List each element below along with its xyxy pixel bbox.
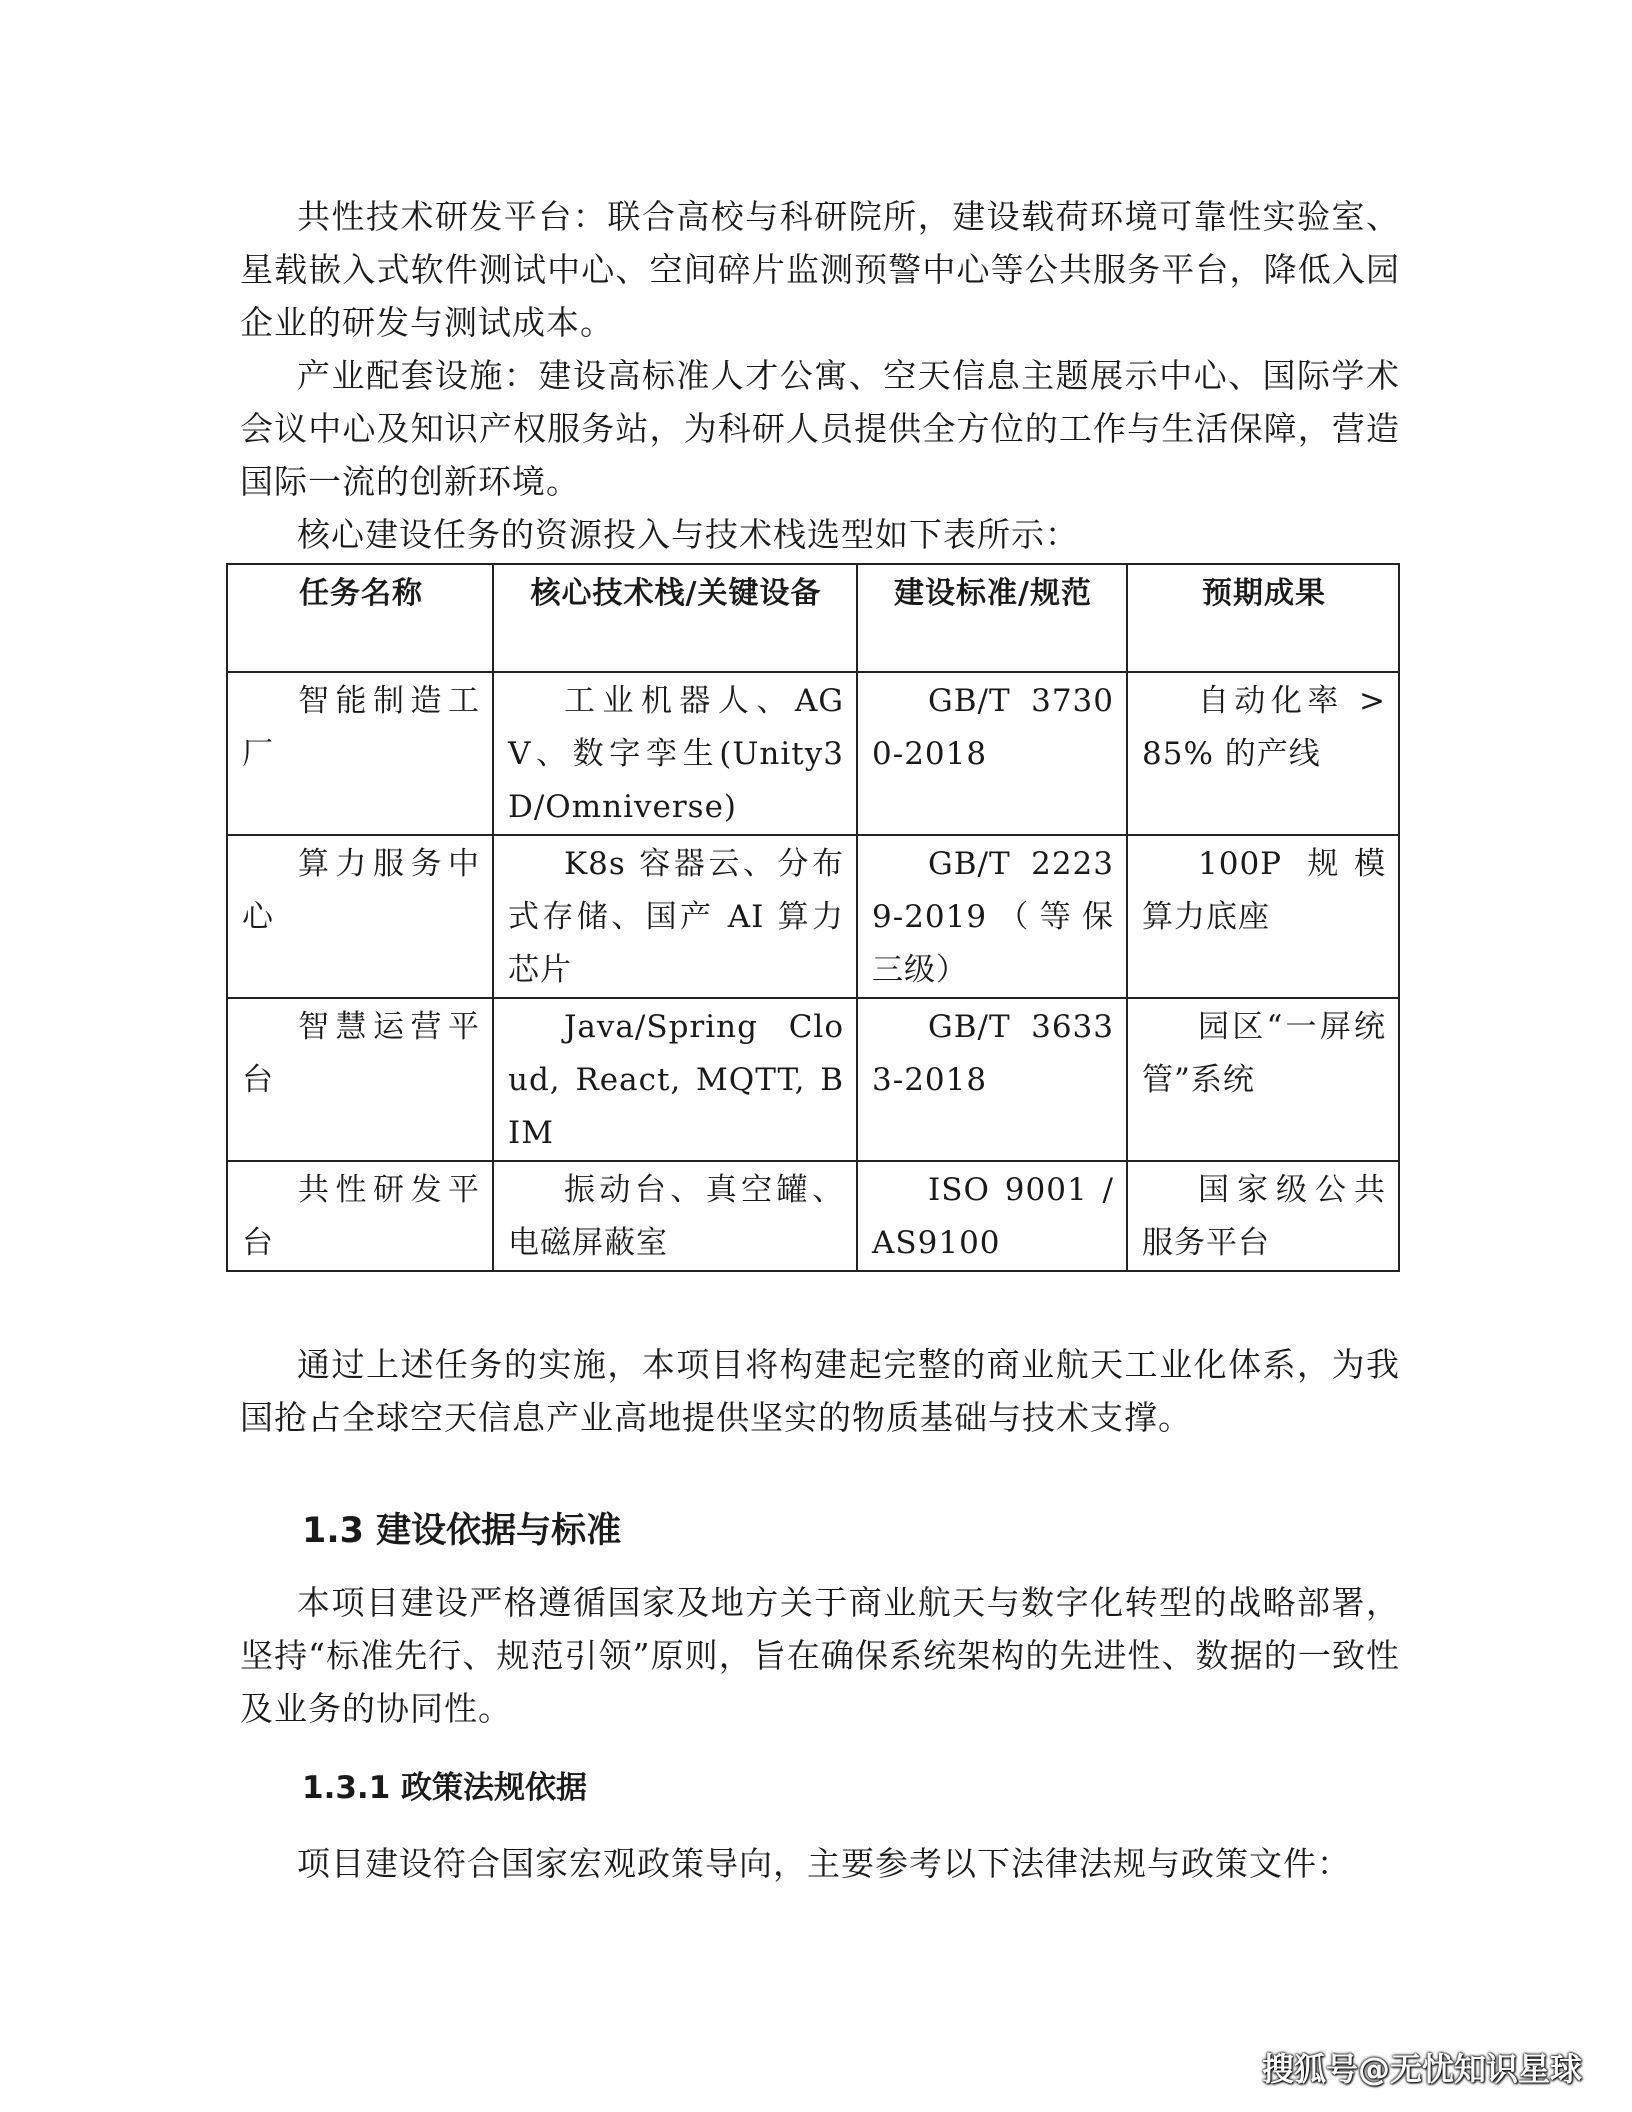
cell-text: Java/Spring Cloud, React, MQTT, BIM bbox=[508, 1009, 844, 1151]
cell-text: 国家级公共服务平台 bbox=[1142, 1172, 1386, 1261]
cell-text: 振动台、真空罐、电磁屏蔽室 bbox=[508, 1172, 844, 1261]
table-cell bbox=[227, 1161, 493, 1271]
cell-text: 算力服务中心 bbox=[242, 846, 480, 935]
table-cell bbox=[227, 672, 493, 835]
table-row bbox=[227, 835, 1399, 998]
table-cell bbox=[1127, 1161, 1399, 1271]
paragraph-summary: 通过上述任务的实施，本项目将构建起完整的商业航天工业化体系，为我国抢占全球空天信息产业高地提供坚实的物质基础与技术支撑。 bbox=[240, 1345, 1400, 1437]
table-cell bbox=[227, 835, 493, 998]
table-header-cell: 任务名称 bbox=[227, 564, 493, 672]
table-cell bbox=[493, 672, 857, 835]
table-row bbox=[227, 672, 1399, 835]
cell-text: GB/T 37300-2018 bbox=[872, 683, 1114, 772]
resource-tech-table bbox=[226, 563, 1400, 1272]
table-header-cell: 预期成果 bbox=[1127, 564, 1399, 672]
cell-text: 园区“一屏统管”系统 bbox=[1142, 1009, 1386, 1098]
table-cell bbox=[227, 998, 493, 1161]
table-cell bbox=[857, 672, 1127, 835]
cell-text: K8s 容器云、分布式存储、国产 AI 算力芯片 bbox=[508, 846, 844, 988]
cell-text: 共性研发平台 bbox=[242, 1172, 480, 1261]
watermark-text: 搜狐号@无忧知识星球 bbox=[1261, 2050, 1582, 2088]
table-header-cell: 核心技术栈/关键设备 bbox=[493, 564, 857, 672]
table-cell bbox=[1127, 998, 1399, 1161]
paragraph-industry-facilities: 产业配套设施：建设高标准人才公寓、空天信息主题展示中心、国际学术会议中心及知识产权服务站，为科研人员提供全方位的工作与生活保障，营造国际一流的创新环境。 bbox=[240, 356, 1400, 501]
table-cell bbox=[1127, 835, 1399, 998]
table-header-row bbox=[227, 564, 1399, 672]
cell-text: GB/T 22239-2019（等保三级） bbox=[872, 846, 1114, 988]
cell-text: 自动化率 > 85% 的产线 bbox=[1142, 683, 1386, 772]
section-heading-1-3: 1.3 建设依据与标准 bbox=[302, 1511, 622, 1551]
table-row bbox=[227, 1161, 1399, 1271]
table-cell bbox=[493, 835, 857, 998]
cell-text: ISO 9001 / AS9100 bbox=[872, 1172, 1114, 1261]
table-cell bbox=[857, 1161, 1127, 1271]
subsection-heading-1-3-1: 1.3.1 政策法规依据 bbox=[302, 1770, 588, 1806]
table-row bbox=[227, 998, 1399, 1161]
table-cell bbox=[857, 998, 1127, 1161]
cell-text: 智慧运营平台 bbox=[242, 1009, 480, 1098]
paragraph-common-tech-platform: 共性技术研发平台：联合高校与科研院所，建设载荷环境可靠性实验室、星载嵌入式软件测试中心、空间碎片监测预警中心等公共服务平台，降低入园企业的研发与测试成本。 bbox=[240, 197, 1400, 342]
cell-text: 智能制造工厂 bbox=[242, 683, 480, 772]
cell-text: 工业机器人、AGV、数字孪生(Unity3D/Omniverse) bbox=[508, 683, 844, 825]
cell-text: 100P 规模算力底座 bbox=[1142, 846, 1386, 935]
cell-text: GB/T 36333-2018 bbox=[872, 1009, 1114, 1098]
document-page bbox=[240, 190, 1400, 1890]
table-cell bbox=[493, 998, 857, 1161]
table-caption: 核心建设任务的资源投入与技术栈选型如下表所示： bbox=[297, 515, 1079, 554]
paragraph-construction-basis: 本项目建设严格遵循国家及地方关于商业航天与数字化转型的战略部署，坚持“标准先行、规范引领”原则，旨在确保系统架构的先进性、数据的一致性及业务的协同性。 bbox=[240, 1583, 1400, 1728]
table-cell bbox=[493, 1161, 857, 1271]
table-cell bbox=[1127, 672, 1399, 835]
table-header-cell: 建设标准/规范 bbox=[857, 564, 1127, 672]
table-cell bbox=[857, 835, 1127, 998]
spacer bbox=[240, 1272, 1400, 1338]
paragraph-policy-basis: 项目建设符合国家宏观政策导向，主要参考以下法律法规与政策文件： bbox=[297, 1844, 1351, 1883]
